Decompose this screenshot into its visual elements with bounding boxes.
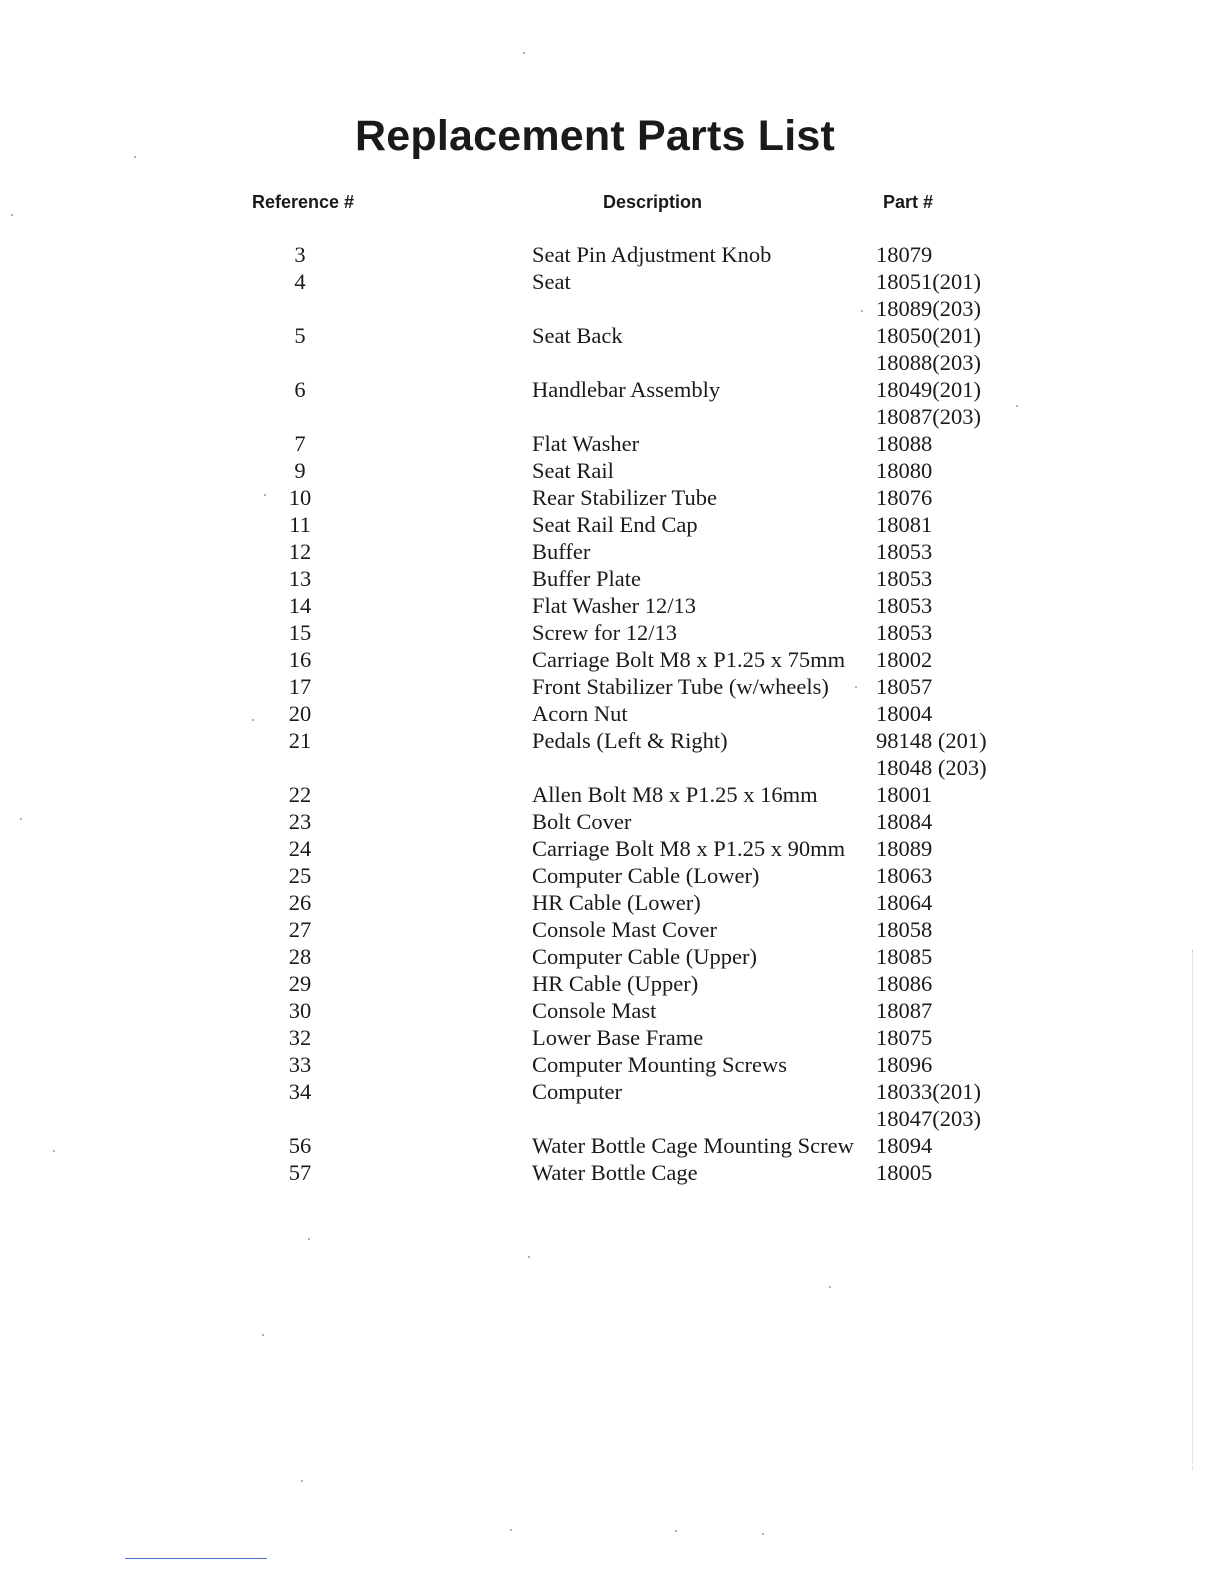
- description-cell: Seat Back: [532, 323, 623, 348]
- part-number-cell: 18089(203): [876, 296, 981, 321]
- description-cell: Water Bottle Cage: [532, 1160, 698, 1185]
- table-row: [0, 376, 1224, 403]
- part-number-cell: 18004: [876, 701, 933, 726]
- part-number-cell: 18053: [876, 539, 933, 564]
- reference-cell: 27: [288, 917, 312, 942]
- description-cell: HR Cable (Lower): [532, 890, 701, 915]
- scan-speck: [528, 1256, 530, 1258]
- table-row: [0, 835, 1224, 862]
- scan-speck: [11, 214, 13, 216]
- table-row: [0, 646, 1224, 673]
- description-cell: Carriage Bolt M8 x P1.25 x 75mm: [532, 647, 846, 672]
- part-number-cell: 18079: [876, 242, 933, 267]
- table-row: [0, 268, 1224, 295]
- table-row: [0, 1024, 1224, 1051]
- reference-cell: 5: [294, 323, 306, 348]
- reference-cell: 21: [288, 728, 312, 753]
- scan-speck: [510, 1529, 512, 1531]
- table-row: [0, 349, 1224, 376]
- scan-speck: [53, 1150, 55, 1152]
- part-number-cell: 18058: [876, 917, 933, 942]
- scan-speck: [861, 310, 863, 312]
- page-title: Replacement Parts List: [355, 112, 835, 160]
- part-number-cell: 18086: [876, 971, 933, 996]
- scan-speck: [252, 719, 254, 721]
- part-number-cell: 18053: [876, 593, 933, 618]
- scan-speck: [523, 52, 525, 54]
- reference-cell: 24: [288, 836, 312, 861]
- reference-cell: 22: [288, 782, 312, 807]
- table-row: [0, 862, 1224, 889]
- part-number-cell: 18076: [876, 485, 933, 510]
- description-cell: Seat Rail End Cap: [532, 512, 698, 537]
- part-number-cell: 18094: [876, 1133, 933, 1158]
- table-row: [0, 241, 1224, 268]
- table-row: [0, 322, 1224, 349]
- part-number-cell: 98148 (201): [876, 728, 987, 753]
- table-row: [0, 619, 1224, 646]
- reference-cell: 13: [288, 566, 312, 591]
- reference-cell: 9: [294, 458, 306, 483]
- part-number-cell: 18084: [876, 809, 933, 834]
- reference-cell: 12: [288, 539, 312, 564]
- scan-speck: [20, 818, 22, 820]
- table-row: [0, 781, 1224, 808]
- table-row: [0, 1051, 1224, 1078]
- reference-cell: 32: [288, 1025, 312, 1050]
- description-cell: Buffer Plate: [532, 566, 641, 591]
- description-cell: Front Stabilizer Tube (w/wheels): [532, 674, 829, 699]
- part-number-cell: 18087(203): [876, 404, 981, 429]
- part-number-cell: 18051(201): [876, 269, 981, 294]
- description-cell: Allen Bolt M8 x P1.25 x 16mm: [532, 782, 818, 807]
- table-row: [0, 1159, 1224, 1186]
- part-number-cell: 18053: [876, 620, 933, 645]
- scan-edge-artifact: [1192, 950, 1194, 1470]
- scan-speck: [1016, 405, 1018, 407]
- part-number-cell: 18053: [876, 566, 933, 591]
- part-number-cell: 18089: [876, 836, 933, 861]
- scan-speck: [134, 156, 136, 158]
- reference-cell: 25: [288, 863, 312, 888]
- part-number-cell: 18063: [876, 863, 933, 888]
- description-cell: Carriage Bolt M8 x P1.25 x 90mm: [532, 836, 846, 861]
- description-cell: Computer Cable (Lower): [532, 863, 760, 888]
- reference-cell: 17: [288, 674, 312, 699]
- footer-rule: [125, 1558, 267, 1559]
- description-cell: Console Mast: [532, 998, 657, 1023]
- reference-cell: 7: [294, 431, 306, 456]
- reference-cell: 20: [288, 701, 312, 726]
- reference-cell: 56: [288, 1133, 312, 1158]
- scan-speck: [264, 494, 266, 496]
- table-row: [0, 484, 1224, 511]
- column-header-part: Part #: [883, 192, 934, 212]
- reference-cell: 3: [294, 242, 306, 267]
- description-cell: Seat Rail: [532, 458, 614, 483]
- description-cell: Pedals (Left & Right): [532, 728, 728, 753]
- description-cell: Screw for 12/13: [532, 620, 677, 645]
- table-row: [0, 457, 1224, 484]
- table-row: [0, 997, 1224, 1024]
- table-row: [0, 727, 1224, 754]
- table-row: [0, 970, 1224, 997]
- part-number-cell: 18033(201): [876, 1079, 981, 1104]
- description-cell: Acorn Nut: [532, 701, 628, 726]
- part-number-cell: 18080: [876, 458, 933, 483]
- reference-cell: 26: [288, 890, 312, 915]
- table-row: [0, 754, 1224, 781]
- reference-cell: 15: [288, 620, 312, 645]
- part-number-cell: 18057: [876, 674, 933, 699]
- table-row: [0, 700, 1224, 727]
- table-row: [0, 592, 1224, 619]
- part-number-cell: 18002: [876, 647, 933, 672]
- description-cell: Lower Base Frame: [532, 1025, 704, 1050]
- table-row: [0, 1105, 1224, 1132]
- table-row: [0, 538, 1224, 565]
- column-header-reference: Reference #: [252, 192, 355, 212]
- table-row: [0, 889, 1224, 916]
- reference-cell: 34: [288, 1079, 312, 1104]
- part-number-cell: 18088(203): [876, 350, 981, 375]
- part-number-cell: 18088: [876, 431, 933, 456]
- scan-speck: [855, 686, 857, 688]
- description-cell: Flat Washer 12/13: [532, 593, 697, 618]
- reference-cell: 23: [288, 809, 312, 834]
- description-cell: Computer: [532, 1079, 622, 1104]
- description-cell: Rear Stabilizer Tube: [532, 485, 717, 510]
- table-row: [0, 295, 1224, 322]
- scan-speck: [308, 1238, 310, 1240]
- table-row: [0, 565, 1224, 592]
- reference-cell: 28: [288, 944, 312, 969]
- table-row: [0, 1078, 1224, 1105]
- scan-speck: [762, 1533, 764, 1535]
- part-number-cell: 18085: [876, 944, 933, 969]
- table-row: [0, 430, 1224, 457]
- reference-cell: 57: [288, 1160, 312, 1185]
- table-row: [0, 673, 1224, 700]
- parts-table: [0, 241, 1224, 1186]
- table-row: [0, 916, 1224, 943]
- description-cell: Water Bottle Cage Mounting Screw: [532, 1133, 854, 1158]
- description-cell: Console Mast Cover: [532, 917, 717, 942]
- reference-cell: 30: [288, 998, 312, 1023]
- part-number-cell: 18087: [876, 998, 933, 1023]
- part-number-cell: 18081: [876, 512, 933, 537]
- description-cell: Computer Cable (Upper): [532, 944, 757, 969]
- part-number-cell: 18049(201): [876, 377, 981, 402]
- description-cell: Buffer: [532, 539, 591, 564]
- description-cell: Flat Washer: [532, 431, 640, 456]
- part-number-cell: 18048 (203): [876, 755, 987, 780]
- reference-cell: 14: [288, 593, 312, 618]
- reference-cell: 10: [288, 485, 312, 510]
- description-cell: Seat Pin Adjustment Knob: [532, 242, 772, 267]
- table-row: [0, 1132, 1224, 1159]
- part-number-cell: 18005: [876, 1160, 933, 1185]
- reference-cell: 6: [294, 377, 306, 402]
- description-cell: Bolt Cover: [532, 809, 632, 834]
- scan-speck: [675, 1530, 677, 1532]
- reference-cell: 33: [288, 1052, 312, 1077]
- description-cell: Computer Mounting Screws: [532, 1052, 787, 1077]
- table-row: [0, 943, 1224, 970]
- table-row: [0, 511, 1224, 538]
- part-number-cell: 18064: [876, 890, 933, 915]
- table-row: [0, 403, 1224, 430]
- scan-speck: [829, 1286, 831, 1288]
- description-cell: Seat: [532, 269, 571, 294]
- part-number-cell: 18050(201): [876, 323, 981, 348]
- part-number-cell: 18001: [876, 782, 933, 807]
- table-row: [0, 808, 1224, 835]
- part-number-cell: 18047(203): [876, 1106, 981, 1131]
- column-header-description: Description: [603, 192, 703, 212]
- description-cell: Handlebar Assembly: [532, 377, 721, 402]
- part-number-cell: 18075: [876, 1025, 933, 1050]
- reference-cell: 16: [288, 647, 312, 672]
- part-number-cell: 18096: [876, 1052, 933, 1077]
- reference-cell: 29: [288, 971, 312, 996]
- description-cell: HR Cable (Upper): [532, 971, 699, 996]
- reference-cell: 4: [294, 269, 306, 294]
- reference-cell: 11: [289, 512, 311, 537]
- scan-speck: [301, 1480, 303, 1482]
- scan-speck: [262, 1334, 264, 1336]
